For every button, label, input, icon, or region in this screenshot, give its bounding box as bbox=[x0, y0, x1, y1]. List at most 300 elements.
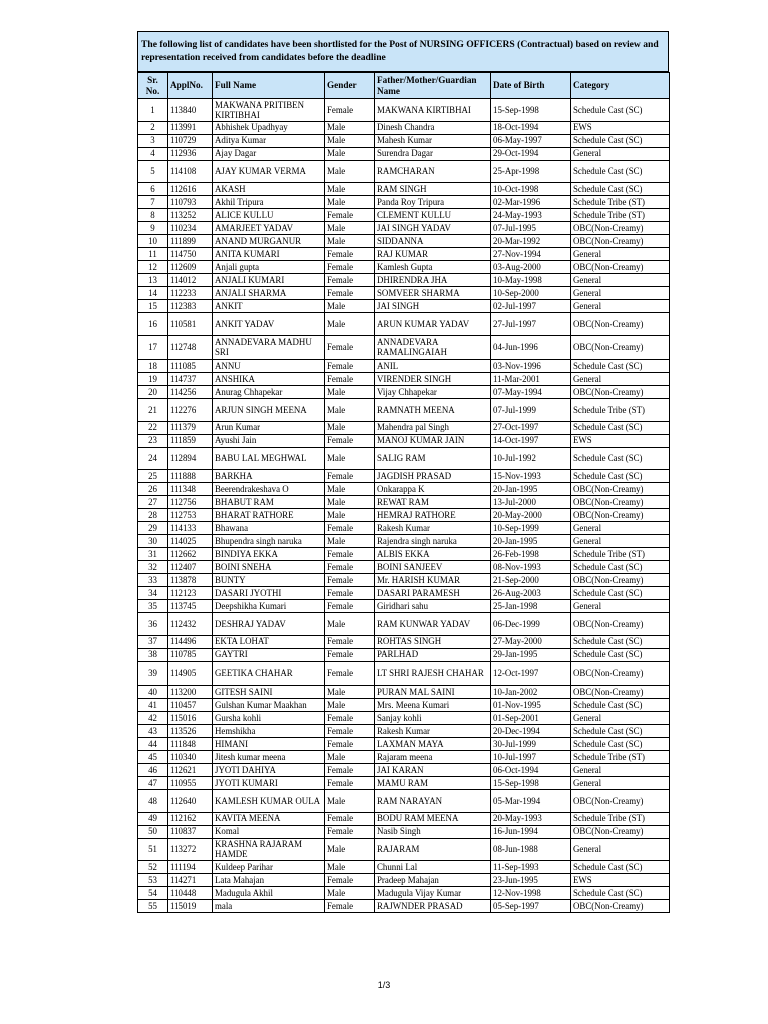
cell-full-name: Madugula Akhil bbox=[213, 887, 325, 900]
table-row bbox=[138, 160, 670, 183]
cell-date-of-birth: 27-Jul-1997 bbox=[491, 313, 571, 336]
cell-full-name: JYOTI KUMARI bbox=[213, 777, 325, 790]
cell-gender: Male bbox=[325, 134, 375, 147]
cell-date-of-birth: 07-Jul-1999 bbox=[491, 399, 571, 422]
cell-sr-no: 15 bbox=[138, 300, 168, 313]
cell-category: OBC(Non-Creamy) bbox=[571, 661, 670, 686]
cell-gender: Male bbox=[325, 121, 375, 134]
cell-gender: Male bbox=[325, 496, 375, 509]
cell-guardian-name: ROHTAS SINGH bbox=[375, 635, 491, 648]
cell-category: General bbox=[571, 373, 670, 386]
cell-guardian-name: SOMVEER SHARMA bbox=[375, 287, 491, 300]
table-row bbox=[138, 496, 670, 509]
cell-sr-no: 42 bbox=[138, 712, 168, 725]
cell-appl-no: 112894 bbox=[168, 447, 213, 470]
table-row bbox=[138, 561, 670, 574]
cell-gender: Male bbox=[325, 386, 375, 399]
cell-appl-no: 112233 bbox=[168, 287, 213, 300]
cell-category: OBC(Non-Creamy) bbox=[571, 386, 670, 399]
cell-category: Schedule Tribe (ST) bbox=[571, 548, 670, 561]
cell-appl-no: 114025 bbox=[168, 535, 213, 548]
cell-date-of-birth: 20-Mar-1992 bbox=[491, 235, 571, 248]
cell-full-name: BHARAT RATHORE bbox=[213, 509, 325, 522]
cell-category: Schedule Cast (SC) bbox=[571, 421, 670, 434]
cell-gender: Male bbox=[325, 887, 375, 900]
cell-gender: Male bbox=[325, 183, 375, 196]
cell-sr-no: 32 bbox=[138, 561, 168, 574]
cell-date-of-birth: 07-Jul-1995 bbox=[491, 222, 571, 235]
cell-category: OBC(Non-Creamy) bbox=[571, 686, 670, 699]
cell-sr-no: 43 bbox=[138, 725, 168, 738]
cell-full-name: ANAND MURGANUR bbox=[213, 235, 325, 248]
cell-guardian-name: SIDDANNA bbox=[375, 235, 491, 248]
table-row bbox=[138, 274, 670, 287]
cell-guardian-name: BOINI SANJEEV bbox=[375, 561, 491, 574]
cell-sr-no: 13 bbox=[138, 274, 168, 287]
cell-gender: Female bbox=[325, 561, 375, 574]
table-row bbox=[138, 248, 670, 261]
cell-sr-no: 7 bbox=[138, 196, 168, 209]
table-row bbox=[138, 386, 670, 399]
cell-sr-no: 52 bbox=[138, 861, 168, 874]
cell-sr-no: 24 bbox=[138, 447, 168, 470]
cell-full-name: Kuldeep Parihar bbox=[213, 861, 325, 874]
cell-guardian-name: PURAN MAL SAINI bbox=[375, 686, 491, 699]
cell-gender: Female bbox=[325, 764, 375, 777]
cell-date-of-birth: 02-Jul-1997 bbox=[491, 300, 571, 313]
cell-gender: Female bbox=[325, 812, 375, 825]
table-body bbox=[138, 99, 670, 913]
cell-date-of-birth: 20-Dec-1994 bbox=[491, 725, 571, 738]
cell-appl-no: 111348 bbox=[168, 483, 213, 496]
cell-full-name: Gursha kohli bbox=[213, 712, 325, 725]
cell-guardian-name: RAMCHARAN bbox=[375, 160, 491, 183]
cell-guardian-name: DASARI PARAMESH bbox=[375, 587, 491, 600]
cell-guardian-name: Rakesh Kumar bbox=[375, 522, 491, 535]
table-row bbox=[138, 777, 670, 790]
cell-sr-no: 11 bbox=[138, 248, 168, 261]
cell-full-name: Ajay Dagar bbox=[213, 147, 325, 160]
cell-category: OBC(Non-Creamy) bbox=[571, 613, 670, 636]
table-row bbox=[138, 134, 670, 147]
table-row bbox=[138, 790, 670, 813]
cell-sr-no: 19 bbox=[138, 373, 168, 386]
table-row bbox=[138, 121, 670, 134]
cell-full-name: Anjali gupta bbox=[213, 261, 325, 274]
cell-gender: Female bbox=[325, 635, 375, 648]
cell-guardian-name: Nasib Singh bbox=[375, 825, 491, 838]
cell-full-name: Aditya Kumar bbox=[213, 134, 325, 147]
table-row bbox=[138, 483, 670, 496]
cell-appl-no: 111859 bbox=[168, 434, 213, 447]
cell-appl-no: 112640 bbox=[168, 790, 213, 813]
cell-guardian-name: BODU RAM MEENA bbox=[375, 812, 491, 825]
cell-sr-no: 6 bbox=[138, 183, 168, 196]
cell-gender: Female bbox=[325, 712, 375, 725]
cell-gender: Male bbox=[325, 861, 375, 874]
cell-date-of-birth: 26-Aug-2003 bbox=[491, 587, 571, 600]
table-row bbox=[138, 686, 670, 699]
cell-date-of-birth: 07-May-1994 bbox=[491, 386, 571, 399]
cell-appl-no: 110837 bbox=[168, 825, 213, 838]
cell-date-of-birth: 12-Nov-1998 bbox=[491, 887, 571, 900]
cell-category: Schedule Cast (SC) bbox=[571, 99, 670, 122]
table-row bbox=[138, 812, 670, 825]
header-guardian-name: Father/Mother/Guardian Name bbox=[375, 73, 491, 99]
cell-date-of-birth: 10-May-1998 bbox=[491, 274, 571, 287]
cell-appl-no: 114012 bbox=[168, 274, 213, 287]
cell-gender: Female bbox=[325, 874, 375, 887]
cell-sr-no: 36 bbox=[138, 613, 168, 636]
cell-sr-no: 9 bbox=[138, 222, 168, 235]
table-row bbox=[138, 635, 670, 648]
cell-sr-no: 22 bbox=[138, 421, 168, 434]
cell-full-name: Gulshan Kumar Maakhan bbox=[213, 699, 325, 712]
cell-guardian-name: Mahesh Kumar bbox=[375, 134, 491, 147]
cell-date-of-birth: 05-Mar-1994 bbox=[491, 790, 571, 813]
cell-gender: Male bbox=[325, 421, 375, 434]
cell-guardian-name: JAI SINGH bbox=[375, 300, 491, 313]
table-row bbox=[138, 548, 670, 561]
cell-full-name: Ayushi Jain bbox=[213, 434, 325, 447]
cell-date-of-birth: 30-Jul-1999 bbox=[491, 738, 571, 751]
cell-guardian-name: JAI KARAN bbox=[375, 764, 491, 777]
cell-category: OBC(Non-Creamy) bbox=[571, 313, 670, 336]
cell-date-of-birth: 08-Nov-1993 bbox=[491, 561, 571, 574]
table-row bbox=[138, 235, 670, 248]
cell-date-of-birth: 21-Sep-2000 bbox=[491, 574, 571, 587]
cell-category: General bbox=[571, 838, 670, 861]
cell-gender: Female bbox=[325, 335, 375, 360]
cell-category: Schedule Cast (SC) bbox=[571, 447, 670, 470]
cell-gender: Female bbox=[325, 261, 375, 274]
cell-guardian-name: Vijay Chhapekar bbox=[375, 386, 491, 399]
table-row bbox=[138, 764, 670, 777]
cell-gender: Female bbox=[325, 99, 375, 122]
cell-sr-no: 5 bbox=[138, 160, 168, 183]
cell-appl-no: 113840 bbox=[168, 99, 213, 122]
cell-gender: Male bbox=[325, 838, 375, 861]
cell-sr-no: 34 bbox=[138, 587, 168, 600]
cell-date-of-birth: 06-Dec-1999 bbox=[491, 613, 571, 636]
cell-date-of-birth: 10-Jul-1992 bbox=[491, 447, 571, 470]
table-row bbox=[138, 535, 670, 548]
cell-appl-no: 110793 bbox=[168, 196, 213, 209]
cell-guardian-name: VIRENDER SINGH bbox=[375, 373, 491, 386]
cell-category: General bbox=[571, 712, 670, 725]
table-row bbox=[138, 447, 670, 470]
cell-gender: Female bbox=[325, 373, 375, 386]
cell-date-of-birth: 16-Jun-1994 bbox=[491, 825, 571, 838]
cell-sr-no: 47 bbox=[138, 777, 168, 790]
cell-gender: Male bbox=[325, 613, 375, 636]
table-row bbox=[138, 587, 670, 600]
cell-full-name: Hemshikha bbox=[213, 725, 325, 738]
header-full-name: Full Name bbox=[213, 73, 325, 99]
cell-date-of-birth: 27-Nov-1994 bbox=[491, 248, 571, 261]
cell-appl-no: 113526 bbox=[168, 725, 213, 738]
cell-category: Schedule Cast (SC) bbox=[571, 134, 670, 147]
cell-appl-no: 113200 bbox=[168, 686, 213, 699]
cell-guardian-name: Rajaram meena bbox=[375, 751, 491, 764]
table-row bbox=[138, 434, 670, 447]
cell-appl-no: 111379 bbox=[168, 421, 213, 434]
cell-full-name: BOINI SNEHA bbox=[213, 561, 325, 574]
cell-gender: Female bbox=[325, 287, 375, 300]
cell-date-of-birth: 29-Oct-1994 bbox=[491, 147, 571, 160]
cell-sr-no: 46 bbox=[138, 764, 168, 777]
cell-sr-no: 48 bbox=[138, 790, 168, 813]
cell-appl-no: 112621 bbox=[168, 764, 213, 777]
cell-appl-no: 113878 bbox=[168, 574, 213, 587]
cell-sr-no: 45 bbox=[138, 751, 168, 764]
cell-sr-no: 51 bbox=[138, 838, 168, 861]
cell-date-of-birth: 06-Oct-1994 bbox=[491, 764, 571, 777]
cell-appl-no: 115019 bbox=[168, 900, 213, 913]
cell-appl-no: 111888 bbox=[168, 470, 213, 483]
cell-appl-no: 112162 bbox=[168, 812, 213, 825]
cell-category: Schedule Cast (SC) bbox=[571, 887, 670, 900]
cell-guardian-name: LT SHRI RAJESH CHAHAR bbox=[375, 661, 491, 686]
cell-gender: Male bbox=[325, 509, 375, 522]
cell-full-name: Akhil Tripura bbox=[213, 196, 325, 209]
cell-date-of-birth: 01-Sep-2001 bbox=[491, 712, 571, 725]
table-row bbox=[138, 613, 670, 636]
cell-date-of-birth: 04-Jun-1996 bbox=[491, 335, 571, 360]
cell-full-name: Abhishek Upadhyay bbox=[213, 121, 325, 134]
cell-category: Schedule Tribe (ST) bbox=[571, 812, 670, 825]
cell-category: General bbox=[571, 535, 670, 548]
table-row bbox=[138, 99, 670, 122]
table-row bbox=[138, 421, 670, 434]
cell-category: OBC(Non-Creamy) bbox=[571, 261, 670, 274]
cell-category: Schedule Cast (SC) bbox=[571, 861, 670, 874]
cell-guardian-name: RAMNATH MEENA bbox=[375, 399, 491, 422]
cell-date-of-birth: 20-Jan-1995 bbox=[491, 483, 571, 496]
cell-date-of-birth: 10-Jan-2002 bbox=[491, 686, 571, 699]
cell-category: OBC(Non-Creamy) bbox=[571, 496, 670, 509]
cell-appl-no: 110234 bbox=[168, 222, 213, 235]
cell-full-name: BHABUT RAM bbox=[213, 496, 325, 509]
cell-appl-no: 112616 bbox=[168, 183, 213, 196]
cell-sr-no: 33 bbox=[138, 574, 168, 587]
cell-guardian-name: DHIRENDRA JHA bbox=[375, 274, 491, 287]
cell-sr-no: 1 bbox=[138, 99, 168, 122]
cell-full-name: ALICE KULLU bbox=[213, 209, 325, 222]
cell-category: General bbox=[571, 777, 670, 790]
cell-appl-no: 112407 bbox=[168, 561, 213, 574]
cell-guardian-name: Giridhari sahu bbox=[375, 600, 491, 613]
cell-category: Schedule Tribe (ST) bbox=[571, 399, 670, 422]
cell-date-of-birth: 06-May-1997 bbox=[491, 134, 571, 147]
cell-appl-no: 112383 bbox=[168, 300, 213, 313]
cell-category: General bbox=[571, 764, 670, 777]
cell-category: General bbox=[571, 147, 670, 160]
cell-gender: Female bbox=[325, 548, 375, 561]
cell-category: Schedule Cast (SC) bbox=[571, 587, 670, 600]
table-row bbox=[138, 751, 670, 764]
cell-category: EWS bbox=[571, 434, 670, 447]
cell-gender: Male bbox=[325, 160, 375, 183]
cell-category: Schedule Cast (SC) bbox=[571, 699, 670, 712]
cell-full-name: ANJALI KUMARI bbox=[213, 274, 325, 287]
cell-category: Schedule Cast (SC) bbox=[571, 360, 670, 373]
cell-gender: Male bbox=[325, 399, 375, 422]
cell-full-name: KAVITA MEENA bbox=[213, 812, 325, 825]
cell-guardian-name: RAM NARAYAN bbox=[375, 790, 491, 813]
cell-sr-no: 4 bbox=[138, 147, 168, 160]
cell-appl-no: 110340 bbox=[168, 751, 213, 764]
cell-guardian-name: JAI SINGH YADAV bbox=[375, 222, 491, 235]
cell-full-name: HIMANI bbox=[213, 738, 325, 751]
table-row bbox=[138, 261, 670, 274]
cell-gender: Male bbox=[325, 699, 375, 712]
cell-gender: Male bbox=[325, 313, 375, 336]
table-row bbox=[138, 183, 670, 196]
cell-category: General bbox=[571, 300, 670, 313]
cell-sr-no: 50 bbox=[138, 825, 168, 838]
cell-full-name: Deepshikha Kumari bbox=[213, 600, 325, 613]
cell-guardian-name: JAGDISH PRASAD bbox=[375, 470, 491, 483]
cell-full-name: ANSHIKA bbox=[213, 373, 325, 386]
cell-appl-no: 115016 bbox=[168, 712, 213, 725]
cell-gender: Male bbox=[325, 790, 375, 813]
cell-guardian-name: Surendra Dagar bbox=[375, 147, 491, 160]
cell-guardian-name: Onkarappa K bbox=[375, 483, 491, 496]
cell-date-of-birth: 03-Aug-2000 bbox=[491, 261, 571, 274]
cell-category: Schedule Cast (SC) bbox=[571, 725, 670, 738]
cell-guardian-name: MAKWANA KIRTIBHAI bbox=[375, 99, 491, 122]
cell-full-name: Bhawana bbox=[213, 522, 325, 535]
cell-appl-no: 114905 bbox=[168, 661, 213, 686]
cell-full-name: Anurag Chhapekar bbox=[213, 386, 325, 399]
cell-category: EWS bbox=[571, 874, 670, 887]
cell-guardian-name: Mr. HARISH KUMAR bbox=[375, 574, 491, 587]
cell-gender: Female bbox=[325, 900, 375, 913]
cell-sr-no: 28 bbox=[138, 509, 168, 522]
cell-appl-no: 114496 bbox=[168, 635, 213, 648]
cell-appl-no: 111085 bbox=[168, 360, 213, 373]
header-appl-no: ApplNo. bbox=[168, 73, 213, 99]
cell-category: OBC(Non-Creamy) bbox=[571, 825, 670, 838]
cell-gender: Male bbox=[325, 447, 375, 470]
cell-guardian-name: RAM SINGH bbox=[375, 183, 491, 196]
cell-full-name: Bhupendra singh naruka bbox=[213, 535, 325, 548]
cell-sr-no: 12 bbox=[138, 261, 168, 274]
cell-gender: Female bbox=[325, 725, 375, 738]
cell-sr-no: 55 bbox=[138, 900, 168, 913]
cell-category: OBC(Non-Creamy) bbox=[571, 335, 670, 360]
cell-guardian-name: Mahendra pal Singh bbox=[375, 421, 491, 434]
cell-full-name: ANNADEVARA MADHU SRI bbox=[213, 335, 325, 360]
cell-category: Schedule Cast (SC) bbox=[571, 470, 670, 483]
cell-category: Schedule Cast (SC) bbox=[571, 635, 670, 648]
cell-sr-no: 49 bbox=[138, 812, 168, 825]
cell-category: General bbox=[571, 287, 670, 300]
cell-sr-no: 16 bbox=[138, 313, 168, 336]
cell-guardian-name: CLEMENT KULLU bbox=[375, 209, 491, 222]
cell-date-of-birth: 25-Apr-1998 bbox=[491, 160, 571, 183]
cell-sr-no: 29 bbox=[138, 522, 168, 535]
cell-date-of-birth: 10-Oct-1998 bbox=[491, 183, 571, 196]
cell-gender: Female bbox=[325, 360, 375, 373]
table-row bbox=[138, 574, 670, 587]
cell-full-name: BINDIYA EKKA bbox=[213, 548, 325, 561]
cell-date-of-birth: 20-May-1993 bbox=[491, 812, 571, 825]
cell-category: OBC(Non-Creamy) bbox=[571, 222, 670, 235]
cell-sr-no: 10 bbox=[138, 235, 168, 248]
cell-guardian-name: Rajendra singh naruka bbox=[375, 535, 491, 548]
cell-full-name: EKTA LOHAT bbox=[213, 635, 325, 648]
table-row bbox=[138, 373, 670, 386]
cell-full-name: Arun Kumar bbox=[213, 421, 325, 434]
cell-appl-no: 110785 bbox=[168, 648, 213, 661]
cell-date-of-birth: 27-Oct-1997 bbox=[491, 421, 571, 434]
cell-gender: Female bbox=[325, 825, 375, 838]
cell-category: OBC(Non-Creamy) bbox=[571, 900, 670, 913]
cell-appl-no: 114133 bbox=[168, 522, 213, 535]
cell-sr-no: 38 bbox=[138, 648, 168, 661]
cell-date-of-birth: 14-Oct-1997 bbox=[491, 434, 571, 447]
cell-sr-no: 30 bbox=[138, 535, 168, 548]
cell-date-of-birth: 10-Sep-1999 bbox=[491, 522, 571, 535]
cell-guardian-name: REWAT RAM bbox=[375, 496, 491, 509]
cell-full-name: ANKIT bbox=[213, 300, 325, 313]
table-row bbox=[138, 360, 670, 373]
cell-date-of-birth: 01-Nov-1995 bbox=[491, 699, 571, 712]
cell-category: OBC(Non-Creamy) bbox=[571, 235, 670, 248]
cell-category: OBC(Non-Creamy) bbox=[571, 509, 670, 522]
table-row bbox=[138, 600, 670, 613]
cell-sr-no: 21 bbox=[138, 399, 168, 422]
cell-sr-no: 31 bbox=[138, 548, 168, 561]
cell-sr-no: 8 bbox=[138, 209, 168, 222]
cell-date-of-birth: 11-Sep-1993 bbox=[491, 861, 571, 874]
cell-category: OBC(Non-Creamy) bbox=[571, 483, 670, 496]
cell-guardian-name: Kamlesh Gupta bbox=[375, 261, 491, 274]
cell-date-of-birth: 26-Feb-1998 bbox=[491, 548, 571, 561]
cell-guardian-name: Chunni Lal bbox=[375, 861, 491, 874]
cell-date-of-birth: 24-May-1993 bbox=[491, 209, 571, 222]
notice-heading: The following list of candidates have been shortlisted for the Post of NURSING OFFICERS (Contractual) based on review and representation received from candidates before the deadline bbox=[137, 31, 669, 72]
cell-category: OBC(Non-Creamy) bbox=[571, 574, 670, 587]
cell-category: Schedule Cast (SC) bbox=[571, 648, 670, 661]
cell-full-name: Beerendrakeshava O bbox=[213, 483, 325, 496]
cell-gender: Male bbox=[325, 235, 375, 248]
cell-appl-no: 114256 bbox=[168, 386, 213, 399]
cell-full-name: BARKHA bbox=[213, 470, 325, 483]
table-row bbox=[138, 887, 670, 900]
cell-sr-no: 37 bbox=[138, 635, 168, 648]
cell-guardian-name: ANIL bbox=[375, 360, 491, 373]
cell-date-of-birth: 08-Jun-1988 bbox=[491, 838, 571, 861]
cell-full-name: AJAY KUMAR VERMA bbox=[213, 160, 325, 183]
cell-full-name: GAYTRI bbox=[213, 648, 325, 661]
cell-date-of-birth: 11-Mar-2001 bbox=[491, 373, 571, 386]
cell-guardian-name: Panda Roy Tripura bbox=[375, 196, 491, 209]
cell-category: General bbox=[571, 248, 670, 261]
page-number: 1/3 bbox=[377, 980, 391, 990]
cell-appl-no: 112609 bbox=[168, 261, 213, 274]
table-row bbox=[138, 825, 670, 838]
cell-category: Schedule Cast (SC) bbox=[571, 561, 670, 574]
cell-sr-no: 54 bbox=[138, 887, 168, 900]
cell-guardian-name: ARUN KUMAR YADAV bbox=[375, 313, 491, 336]
cell-guardian-name: LAXMAN MAYA bbox=[375, 738, 491, 751]
cell-guardian-name: ANNADEVARA RAMALINGAIAH bbox=[375, 335, 491, 360]
cell-guardian-name: Mrs. Meena Kumari bbox=[375, 699, 491, 712]
cell-category: Schedule Cast (SC) bbox=[571, 160, 670, 183]
